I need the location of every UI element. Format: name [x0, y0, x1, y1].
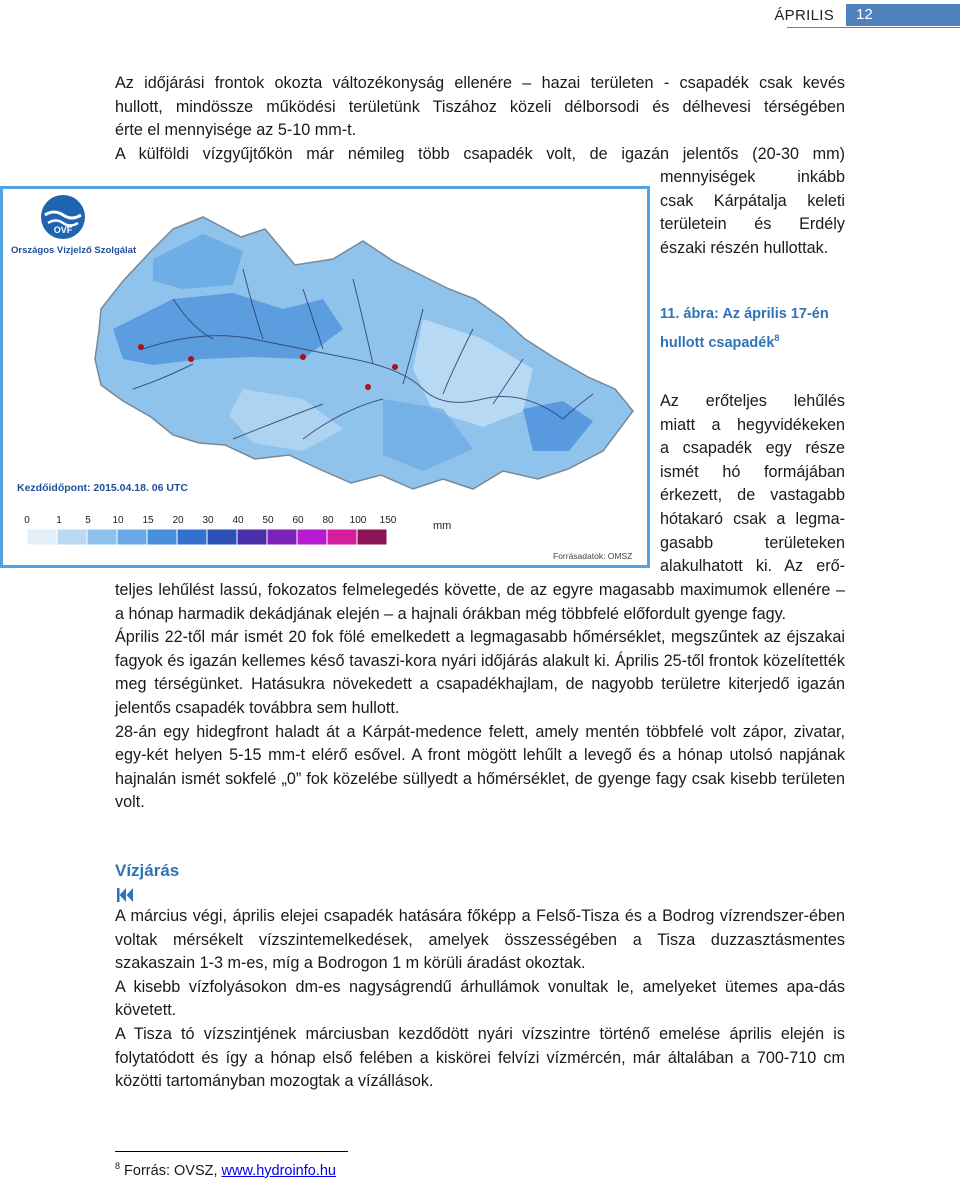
caption-line: hullott csapadék — [660, 334, 775, 351]
paragraph-intro — [115, 72, 845, 166]
footnote-text: Forrás: OVSZ, — [124, 1162, 222, 1179]
text-line: hótakaró csak a legma- — [660, 509, 845, 528]
legend-label: 0 — [24, 515, 30, 526]
footnote-number: 8 — [115, 1161, 121, 1171]
legend-swatch — [297, 529, 327, 545]
header-title: ÁPRILIS — [774, 6, 834, 24]
legend-swatch — [147, 529, 177, 545]
page-header — [774, 4, 960, 26]
legend-label: 80 — [322, 515, 334, 526]
paragraph: A kisebb vízfolyásokon dm-es nagyságrendű árhullámok vonultak le, amelyeket ütemes apa-dás követett. — [115, 977, 845, 1020]
figure-caption — [660, 302, 850, 355]
org-name: Országos Vízjelző Szolgálat — [11, 245, 137, 256]
precipitation-map-graphic — [3, 189, 647, 565]
precipitation-map — [0, 186, 650, 568]
source-note: Forrásadatok: OMSZ — [553, 551, 633, 561]
legend-label: 100 — [349, 515, 367, 526]
legend-swatch — [207, 529, 237, 545]
text-line: A külföldi vízgyűjtőkön már némileg több csapadék volt, de igazán jelentős (20-30 mm) — [115, 144, 845, 163]
text-line: Az időjárási frontok okozta változékonyság ellenére – hazai területen - csapadék csak kevés — [115, 74, 845, 92]
legend-swatch — [57, 529, 87, 545]
legend-label: 10 — [112, 515, 124, 526]
text-line: érte el mennyisége az 5-10 mm-t. — [115, 121, 357, 140]
text-line: alakulhatott ki. Az erő- — [660, 557, 845, 576]
text-line: Az erőteljes lehűlés — [660, 392, 845, 410]
legend-label: 1 — [56, 515, 62, 526]
footnote-link[interactable]: www.hydroinfo.hu — [221, 1162, 336, 1179]
paragraph: A Tisza tó vízszintjének márciusban kezdődött nyári vízszintre történő emelése április elején is folytatódott és így a hónap első felében a kiskörei felvízi vízmércén, már általában a 700-710 cm közötti tartományban mozogtak a vízállások. — [115, 1024, 845, 1091]
legend-label: 15 — [142, 515, 154, 526]
legend-label: 60 — [292, 515, 304, 526]
logo-text: OVF — [53, 225, 73, 235]
text-line: mennyiségek inkább — [660, 168, 845, 186]
body-text — [115, 579, 845, 815]
text-line: csak Kárpátalja keleti — [660, 191, 845, 210]
skip-back-icon[interactable] — [115, 886, 135, 904]
legend-swatch — [27, 529, 57, 545]
legend-label: 20 — [172, 515, 184, 526]
legend-swatch — [267, 529, 297, 545]
legend-label: 50 — [262, 515, 274, 526]
header-rule — [787, 27, 960, 28]
legend-swatch — [177, 529, 207, 545]
paragraph: A március végi, április elejei csapadék hatására főképp a Felső-Tisza és a Bodrog vízrendszer-ében voltak mérsékelt vízszintemelkedések, amelyek összességében a Tisza duzzasztásmentes szakaszain 1-3 m-es, míg a Bodrogon 1 m körüli áradást okoztak. — [115, 907, 845, 973]
legend-label: 5 — [85, 515, 91, 526]
text-line: hullott, mindössze működési területünk Tiszához közeli délborsodi és délhevesi térségében — [115, 97, 845, 116]
page-number: 12 — [846, 4, 960, 26]
legend-swatches — [27, 529, 387, 545]
caption-line: 11. ábra: Az április 17-én — [660, 306, 829, 322]
legend-label: 30 — [202, 515, 214, 526]
legend-labels — [24, 515, 397, 526]
start-time: Kezdőidőpont: 2015.04.18. 06 UTC — [17, 482, 188, 494]
legend-swatch — [357, 529, 387, 545]
legend-swatch — [327, 529, 357, 545]
paragraph: teljes lehűlést lassú, fokozatos felmelegedés követte, de az egyre magasabb maximumok ellenére – a hónap harmadik dekádjának elején – a hajnali órákban még többfelé előfordult gyenge fagy. — [115, 581, 845, 623]
text-line: területein és Erdély — [660, 215, 845, 234]
paragraph: Április 22-től már ismét 20 fok fölé emelkedett a legmagasabb hőmérséklet, megszűntek az éjszakai fagyok és igazán kellemes késő tavaszi-kora nyári időjárás alakult ki. Április 25-től frontok közelítették meg térségünket. Hatásukra növekedett a csapadékhajlam, de nagyobb területre kiterjedő igazán jelentős csapadék továbbra sem hullott. — [115, 628, 845, 717]
section-text — [115, 905, 845, 1094]
footnote — [115, 1161, 336, 1179]
legend-swatch — [117, 529, 147, 545]
text-line: gasabb területeken — [660, 533, 845, 552]
paragraph-col-upper — [660, 166, 845, 260]
ovf-logo — [41, 195, 85, 239]
paragraph-col-lower — [660, 390, 845, 579]
legend-label: 40 — [232, 515, 244, 526]
paragraph: 28-án egy hidegfront haladt át a Kárpát-medence felett, amely mentén többfelé volt zápor, zivatar, egy-két helyen 5-15 mm-t elérő esővel. A front mögött lehűlt a levegő és a hónap utolsó napjának hajnalán ismét sokfelé „0” fok közelébe süllyedt a hőmérséklet, de gyenge fagy csak kisebb területen volt. — [115, 722, 845, 812]
legend-label: 150 — [379, 515, 397, 526]
legend-unit: mm — [433, 520, 452, 532]
section-heading: Vízjárás — [115, 861, 180, 880]
text-line: északi részén hullottak. — [660, 238, 829, 257]
legend-swatch — [237, 529, 267, 545]
text-line: ismét hó formájában — [660, 462, 845, 481]
text-line: a csapadék egy része — [660, 439, 845, 458]
text-line: érkezett, de vastagabb — [660, 486, 845, 505]
footnote-rule — [115, 1151, 348, 1152]
footnote-ref: 8 — [774, 333, 780, 343]
text-line: miatt a hegyvidékeken — [660, 415, 845, 434]
legend-swatch — [87, 529, 117, 545]
caption-line-2 — [660, 326, 850, 355]
